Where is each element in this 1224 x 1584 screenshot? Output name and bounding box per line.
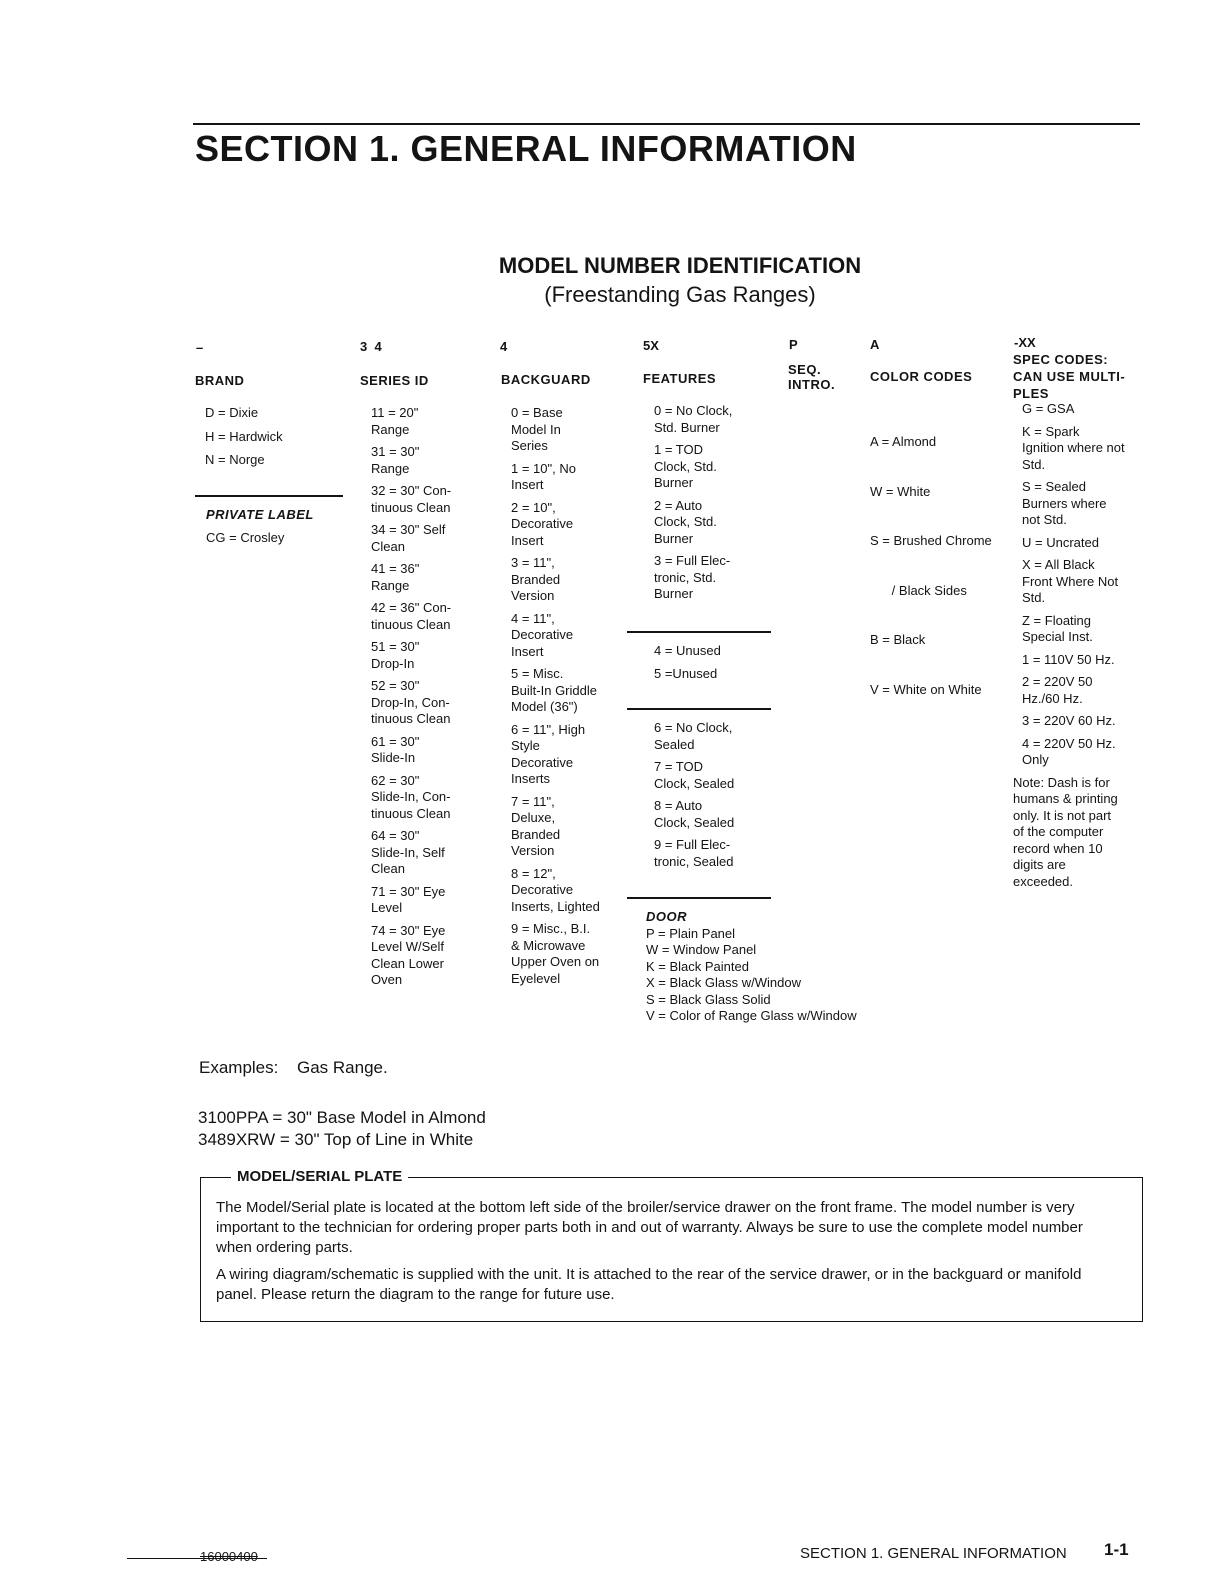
list-item: V = Color of Range Glass w/Window (646, 1008, 857, 1023)
list-item: 4 = 11", Decorative Insert (511, 610, 574, 659)
list-item: W = White (870, 483, 931, 499)
list-item: N = Norge (205, 452, 265, 467)
list-item: 4 = 220V 50 Hz. Only (1022, 735, 1116, 767)
examples-label: Examples: (199, 1058, 279, 1077)
list-item: 0 = Base Model In Series (511, 405, 563, 453)
examples-type: Gas Range. (297, 1058, 388, 1077)
list-item: 3 = Full Elec- tronic, Std. Burner (654, 553, 731, 601)
list-item: 8 = 12", Decorative Inserts, Lighted (511, 865, 600, 914)
list-item: 9 = Misc., B.I. & Microwave Upper Oven on Eyelevel (511, 921, 600, 986)
features-group-2 (654, 643, 774, 688)
list-item: X = Black Glass w/Window (646, 975, 801, 990)
list-item: / Black Sides (870, 582, 967, 598)
page-subheading: (Freestanding Gas Ranges) (544, 282, 816, 307)
list-item: 64 = 30" Slide-In, Self Clean (371, 828, 445, 876)
brand-header: BRAND (195, 373, 245, 388)
list-item: 74 = 30" Eye Level W/Self Clean Lower Oven (371, 922, 446, 987)
list-item: 34 = 30" Self Clean (371, 522, 446, 554)
series-code: 3 4 (360, 339, 382, 354)
features-divider-3 (627, 897, 771, 899)
features-code: 5X (643, 338, 659, 353)
list-item: 7 = TOD Clock, Sealed (654, 759, 735, 791)
list-item: W = Window Panel (646, 942, 757, 957)
color-code: A (870, 337, 880, 352)
color-list (870, 401, 1015, 715)
spec-header: SPEC CODES: CAN USE MULTI- PLES (1013, 352, 1126, 401)
list-item: 1 = TOD Clock, Std. Burner (654, 442, 717, 490)
example-line: 3489XRW = 30" Top of Line in White (198, 1130, 474, 1149)
list-item: 9 = Full Elec- tronic, Sealed (654, 837, 734, 869)
list-item: G = GSA (1022, 401, 1075, 416)
list-item: 71 = 30" Eye Level (371, 883, 446, 915)
backguard-list (511, 405, 626, 993)
list-item: 2 = Auto Clock, Std. Burner (654, 497, 717, 546)
list-item: 1 = 10", No Insert (511, 460, 576, 492)
list-item: 3 = 220V 60 Hz. (1022, 713, 1116, 728)
list-item: X = All Black Front Where Not Std. (1022, 557, 1119, 605)
list-item: S = Brushed Chrome (870, 533, 992, 548)
list-item: CG = Crosley (206, 529, 285, 545)
list-item: 42 = 36" Con- tinuous Clean (371, 600, 452, 632)
private-label-heading: PRIVATE LABEL (206, 507, 314, 522)
list-item: 62 = 30" Slide-In, Con- tinuous Clean (371, 772, 451, 821)
plate-title: MODEL/SERIAL PLATE (231, 1168, 408, 1185)
door-heading: DOOR (646, 909, 687, 924)
color-header: COLOR CODES (870, 369, 973, 384)
list-item: A = Almond (870, 434, 937, 449)
features-header: FEATURES (643, 371, 717, 386)
seq-header: SEQ. INTRO. (788, 362, 836, 392)
list-item: 2 = 10", Decorative Insert (511, 499, 574, 548)
backguard-code: 4 (500, 339, 508, 354)
spec-code: -XX (1014, 335, 1036, 350)
brand-divider (195, 495, 343, 497)
list-item: 6 = No Clock, Sealed (654, 720, 733, 752)
list-item: 11 = 20" Range (371, 405, 419, 437)
features-group-1 (654, 403, 774, 609)
list-item: 6 = 11", High Style Decorative Inserts (511, 721, 586, 786)
plate-paragraph-1: The Model/Serial plate is located at the bottom left side of the broiler/service drawer on the front frame. The model number is very important to the technician for ordering proper parts both in and out of warranty. Always be sure to use the complete model number when ordering parts. (216, 1199, 1083, 1256)
list-item: P = Plain Panel (646, 925, 736, 941)
list-item: K = Black Painted (646, 958, 749, 974)
spec-note: Note: Dash is for humans & printing only. It is not part of the computer record when 10 digits are exceeded. (1013, 774, 1118, 889)
features-group-3 (654, 720, 774, 876)
list-item: Z = Floating Special Inst. (1022, 612, 1093, 644)
list-item: 4 = Unused (654, 643, 721, 658)
list-item: D = Dixie (205, 405, 259, 420)
list-item: K = Spark Ignition where not Std. (1022, 423, 1125, 472)
list-item: 61 = 30" Slide-In (371, 733, 420, 765)
page-heading: MODEL NUMBER IDENTIFICATION (498, 253, 862, 278)
example-line: 3100PPA = 30" Base Model in Almond (198, 1108, 486, 1127)
series-header: SERIES ID (360, 373, 429, 388)
list-item: 3 = 11", Branded Version (511, 555, 561, 603)
list-item: 7 = 11", Deluxe, Branded Version (511, 793, 561, 858)
features-divider-2 (627, 708, 771, 710)
list-item: B = Black (870, 632, 926, 647)
door-block (646, 909, 926, 1025)
private-label-block (206, 507, 346, 552)
list-item: 31 = 30" Range (371, 444, 420, 476)
list-item: 8 = Auto Clock, Sealed (654, 798, 735, 830)
list-item: 41 = 36" Range (371, 561, 420, 593)
list-item: 5 =Unused (654, 665, 718, 681)
list-item: 51 = 30" Drop-In (371, 639, 420, 671)
list-item: 52 = 30" Drop-In, Con- tinuous Clean (371, 678, 451, 726)
list-item: S = Sealed Burners where not Std. (1022, 479, 1107, 527)
list-item: 1 = 110V 50 Hz. (1022, 651, 1115, 667)
list-item: V = White on White (870, 681, 982, 697)
list-item: 2 = 220V 50 Hz./60 Hz. (1022, 674, 1093, 706)
list-item: S = Black Glass Solid (646, 991, 771, 1007)
spec-list (1013, 401, 1147, 896)
series-list (371, 405, 496, 995)
list-item: 5 = Misc. Built-In Griddle Model (36") (511, 666, 597, 714)
brand-code: – (196, 340, 204, 355)
page-number: 1-1 (1104, 1540, 1129, 1559)
backguard-header: BACKGUARD (501, 372, 591, 387)
list-item: 32 = 30" Con- tinuous Clean (371, 483, 452, 515)
doc-number: 16000400 (200, 1549, 258, 1564)
model-serial-plate-box (200, 1168, 1143, 1322)
features-divider-1 (627, 631, 771, 633)
seq-code: P (789, 337, 798, 352)
plate-paragraph-2: A wiring diagram/schematic is supplied with the unit. It is attached to the rear of the service drawer, or in the backguard or manifold panel. Please return the diagram to the range for future use. (216, 1266, 1082, 1303)
list-item: U = Uncrated (1022, 534, 1099, 550)
footer-section: SECTION 1. GENERAL INFORMATION (800, 1545, 1067, 1562)
list-item: H = Hardwick (205, 428, 283, 444)
list-item: 0 = No Clock, Std. Burner (654, 403, 733, 435)
title-rule (193, 123, 1140, 125)
brand-list (205, 405, 345, 475)
section-title: SECTION 1. GENERAL INFORMATION (195, 128, 857, 169)
